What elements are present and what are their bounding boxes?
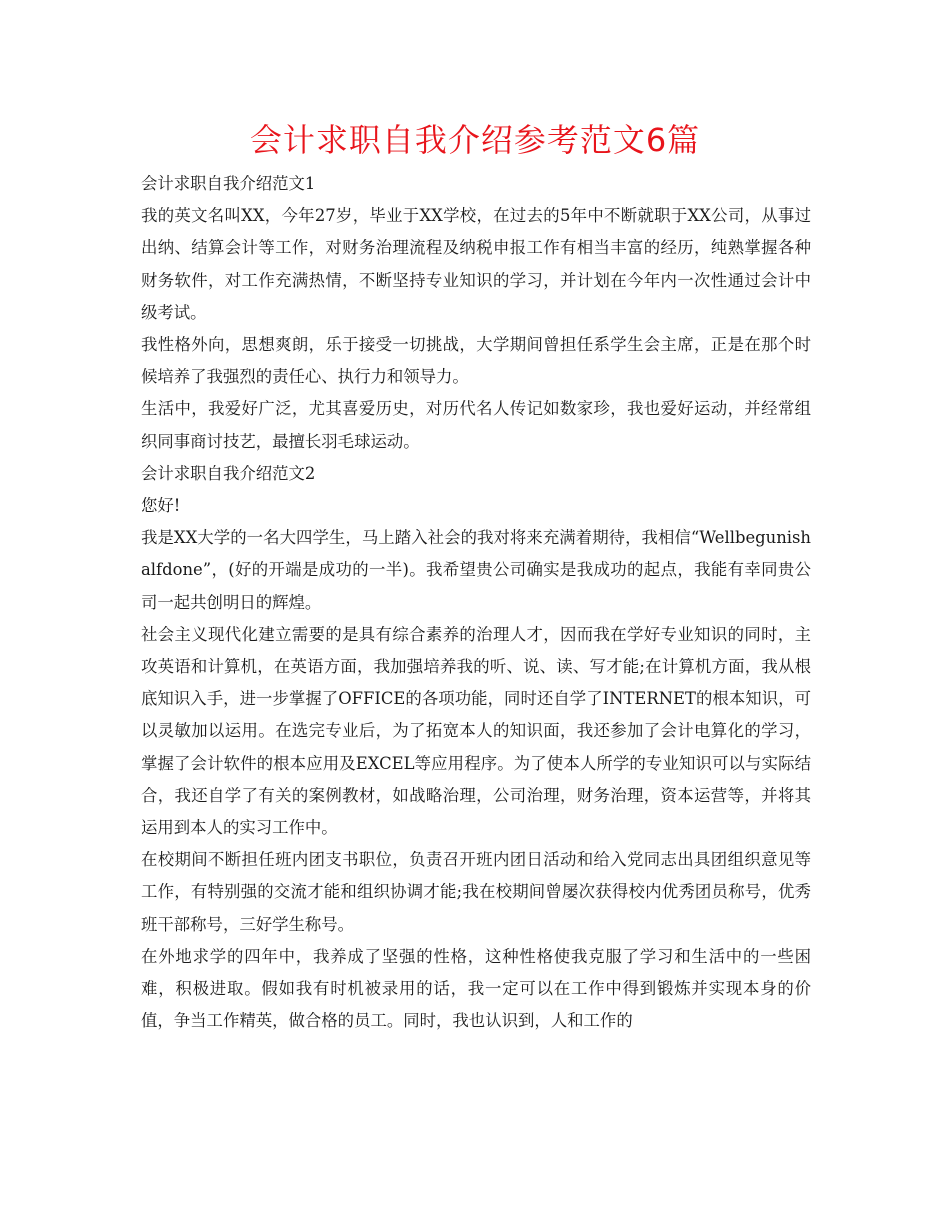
paragraph: 社会主义现代化建立需要的是具有综合素养的治理人才，因而我在学好专业知识的同时，主攻英语和计算机，在英语方面，我加强培养我的听、说、读、写才能;在计算机方面，我从根底知识入手，进一步掌握了OFFICE的各项功能，同时还自学了INTERNET的根本知识，可以灵敏加以运用。在选完专业后，为了拓宽本人的知识面，我还参加了会计电算化的学习，掌握了会计软件的根本应用及EXCEL等应用程序。为了使本人所学的专业知识可以与实际结合，我还自学了有关的案例教材，如战略治理，公司治理，财务治理，资本运营等，并将其运用到本人的实习工作中。	[141, 624, 811, 838]
paragraph: 生活中，我爱好广泛，尤其喜爱历史，对历代名人传记如数家珍，我也爱好运动，并经常组织同事商讨技艺，最擅长羽毛球运动。	[141, 399, 811, 451]
paragraph: 我的英文名叫XX，今年27岁，毕业于XX学校，在过去的5年中不断就职于XX公司，从事过出纳、结算会计等工作，对财务治理流程及纳税申报工作有相当丰富的经历，纯熟掌握各种财务软件，对工作充满热情，不断坚持专业知识的学习，并计划在今年内一次性通过会计中级考试。	[141, 206, 811, 322]
paragraph: 在校期间不断担任班内团支书职位，负责召开班内团日活动和给入党同志出具团组织意见等工作，有特别强的交流才能和组织协调才能;我在校期间曾屡次获得校内优秀团员称号，优秀班干部称号，三好学生称号。	[141, 850, 811, 934]
paragraph: 我性格外向，思想爽朗，乐于接受一切挑战，大学期间曾担任系学生会主席，正是在那个时候培养了我强烈的责任心、执行力和领导力。	[141, 335, 811, 387]
document-title: 会计求职自我介绍参考范文6篇	[249, 121, 701, 159]
paragraph: 在外地求学的四年中，我养成了坚强的性格，这种性格使我克服了学习和生活中的一些困难，积极进取。假如我有时机被录用的话，我一定可以在工作中得到锻炼并实现本身的价值，争当工作精英，做合格的员工。同时，我也认识到，人和工作的	[141, 946, 811, 1031]
section-heading-1: 会计求职自我介绍范文1	[141, 174, 316, 193]
section-heading-2: 会计求职自我介绍范文2	[141, 463, 316, 483]
greeting: 您好!	[141, 496, 181, 516]
document-body	[141, 168, 811, 1037]
paragraph: 我是XX大学的一名大四学生，马上踏入社会的我对将来充满着期待，我相信“Wellbegunishalfdone”，(好的开端是成功的一半)。我希望贵公司确实是我成功的起点，我能有幸同贵公司一起共创明日的辉煌。	[141, 528, 811, 612]
